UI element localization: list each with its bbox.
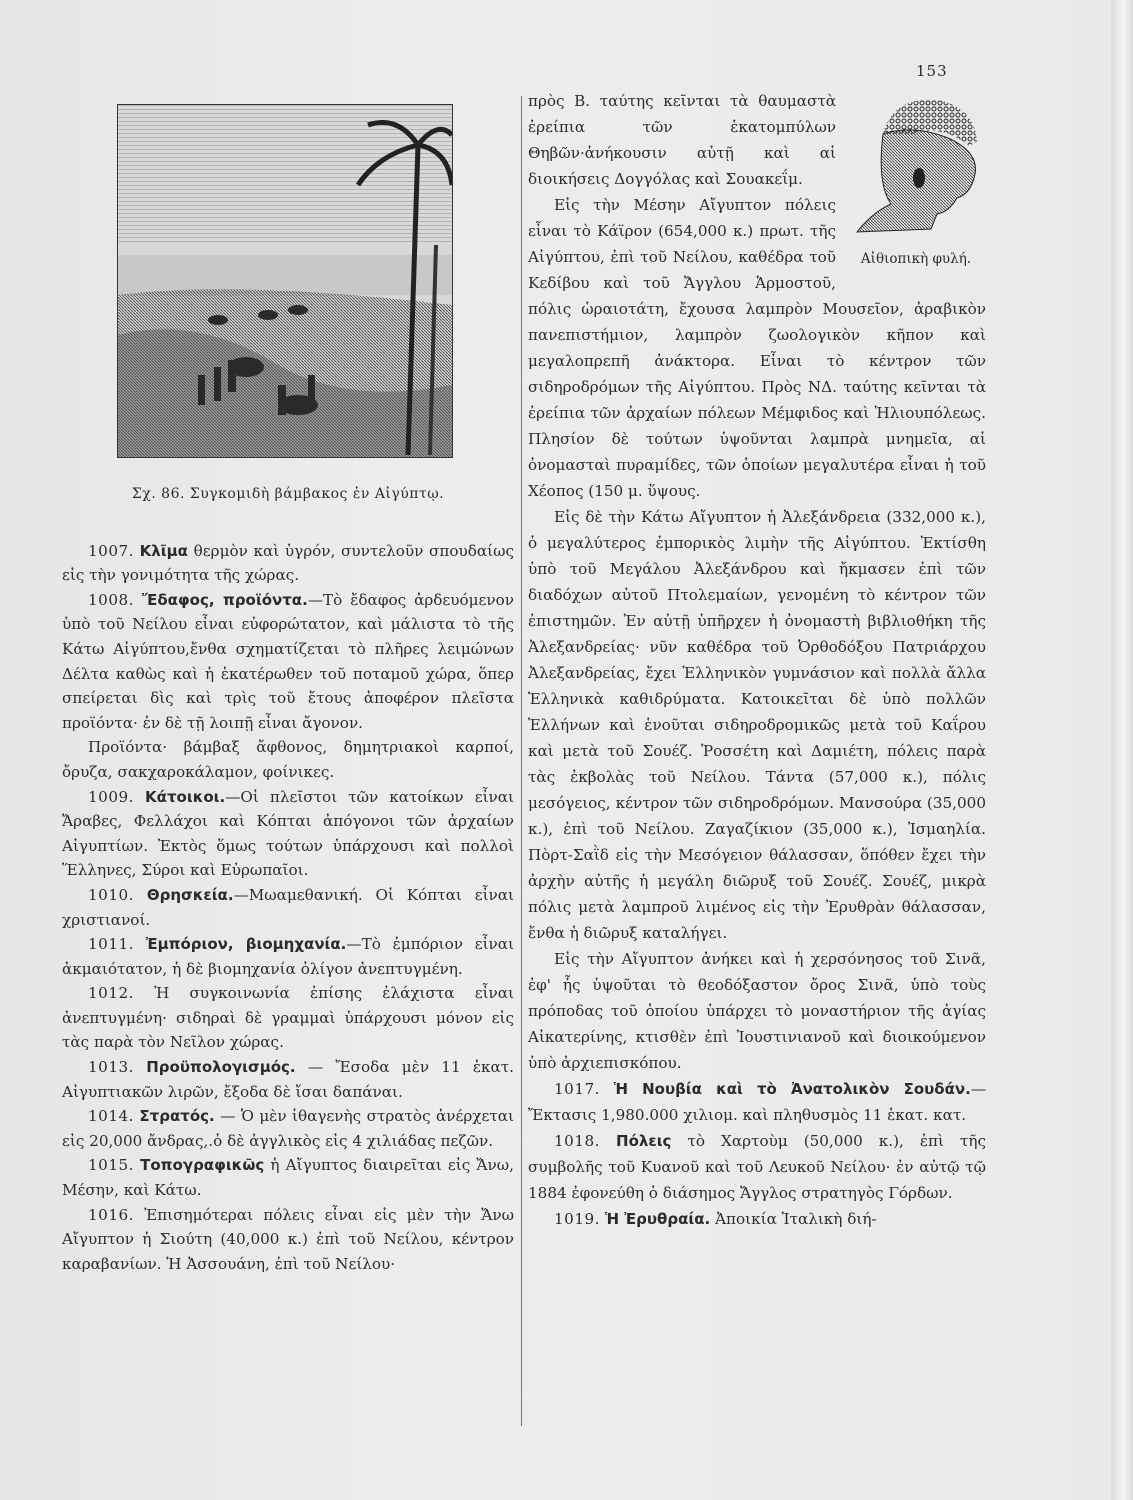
portrait-figure (846, 94, 986, 272)
paragraph-1011 (62, 932, 514, 981)
portrait-caption: Αἰθιοπικὴ φυλή. (860, 251, 972, 267)
section-heading: Ἡ Νουβία καὶ τὸ Ἀνατολικὸν Σουδάν. (613, 1080, 971, 1098)
page-edge (1111, 0, 1133, 1500)
paragraph-1015 (62, 1153, 514, 1202)
section-number: 1009. (88, 787, 134, 806)
paragraph-1019 (528, 1206, 986, 1232)
section-number: 1011. (88, 935, 134, 954)
paragraph-1008 (62, 588, 514, 736)
section-text: θερμὸν καὶ ὑγρόν, συντελοῦν σπουδαίως εἰς τὴν γονιμότητα τῆς χώρας. (62, 541, 515, 585)
section-text: ἡ Αἴγυπτος διαιρεῖται εἰς Ἄνω, Μέσην, καὶ Κάτω. (62, 1156, 514, 1200)
section-heading: Κάτοικοι. (145, 787, 226, 806)
section-text: —Ἔκτασις 1,980.000 χιλιομ. καὶ πληθυσμὸς 11 ἑκατ. κατ. (528, 1080, 987, 1124)
section-number: 1014. (88, 1107, 134, 1126)
section-heading: Πόλεις (616, 1132, 672, 1150)
section-text: —Μωαμεθανική. Οἱ Κόπται εἶναι χριστιανοί. (62, 885, 514, 929)
section-number: 1017. (554, 1080, 600, 1098)
section-number: 1013. (88, 1058, 134, 1077)
page-number: 153 (916, 62, 948, 80)
ethiopian-portrait-image (853, 94, 985, 234)
section-number: 1018. (554, 1132, 600, 1150)
section-heading: Ἡ Ἐρυθραία. (604, 1210, 711, 1228)
section-number: 1008. (88, 590, 134, 609)
paragraph-1014 (62, 1104, 514, 1153)
paragraph-1017 (528, 1076, 986, 1128)
paragraph-1018 (528, 1128, 986, 1206)
section-number: 1010. (88, 885, 134, 904)
figure-caption: Σχ. 86. Συγκομιδὴ βάμβακος ἐν Αἰγύπτῳ. (131, 486, 445, 502)
section-number: 1007. (88, 541, 134, 560)
section-heading: Προϋπολογισμός. (146, 1058, 296, 1077)
right-column (528, 88, 986, 1232)
paragraph-1009 (62, 785, 514, 883)
paragraph-lower-egypt: Εἰς δὲ τὴν Κάτω Αἴγυπτον ἡ Ἀλεξάνδρεια (332,000 κ.), ὁ μεγαλύτερος ἐμπορικὸς λιμὴν τῆς Αἰγύπτου. Ἐκτίσθη ὑπὸ τοῦ Μεγάλου Ἀλεξάνδρου καὶ ἤκμασεν ἐπὶ τῶν διαδόχων αὐτοῦ Πτολεμαίων, γενομένη τὸ κέντρον τῶν ἐπιστημῶν. Ἐν αὐτῇ ὑπῆρχεν ἡ ὀνομαστὴ βιβλιοθήκη τῆς Ἀλεξανδρείας· νῦν καθέδρα τοῦ Ὀρθοδόξου Πατριάρχου Ἀλεξανδρείας, ἔχει Ἑλληνικὸν γυμνάσιον καὶ πολλὰ ἄλλα Ἑλληνικὰ καθιδρύματα. Κατοικεῖται δὲ ὑπὸ πολλῶν Ἑλλήνων καὶ ἑνοῦται σιδηροδρομικῶς μετὰ τοῦ Καΐρου καὶ μετὰ τοῦ Σουέζ. Ῥοσσέτη καὶ Δαμιέτη, πόλεις παρὰ τὰς ἐκβολὰς τοῦ Νείλου. Τάντα (57,000 κ.), πόλις μεσόγειος, κέντρον τῶν σιδηροδρόμων. Μανσούρα (35,000 κ.), ἐπὶ τοῦ Νείλου. Ζαγαζίκιον (35,000 κ.), Ἰσμαηλία. Πὸρτ-Σαῒδ εἰς τὴν Μεσόγειον θάλασσαν, ὅπόθεν ἔχει τὴν ἀρχὴν αὐτῆς ἡ μεγάλη διῶρυξ τοῦ Σουέζ. Σουέζ, μικρὰ πόλις μετὰ λαμπροῦ λιμένος εἰς τὴν Ἐρυθρὰν θάλασσαν, ἔνθα ἡ διῶρυξ καταλήγει. (528, 508, 986, 942)
section-text: — Ἔσοδα μὲν 11 ἑκατ. Αἰγυπτιακῶν λιρῶν, ἔξοδα δὲ ἴσαι δαπάναι. (62, 1058, 515, 1101)
section-heading: Θρησκεία. (146, 885, 234, 904)
section-heading: Τοπογραφικῶς (140, 1156, 265, 1175)
engraving-image (118, 105, 452, 457)
column-divider (521, 96, 522, 1426)
paragraph-sinai: Εἰς τὴν Αἴγυπτον ἀνήκει καὶ ἡ χερσόνησος τοῦ Σινᾶ, ἐφ' ἧς ὑψοῦται τὸ θεοδόξαστον ὄρος Σινᾶ, ὑπὸ τοὺς πρόποδας τοῦ ὁποίου ὑπάρχει τὸ μοναστήριον τῆς ἁγίας Αἰκατερίνης, κτισθὲν ἐπὶ Ἰουστινιανοῦ καὶ διοικούμενον ὑπὸ ἀρχιεπισκόπου. (528, 950, 986, 1072)
section-number: 1012. (88, 984, 134, 1003)
section-number: 1015. (88, 1156, 134, 1175)
section-text: Ἀποικία Ἰταλικὴ διή- (710, 1210, 877, 1228)
left-column (62, 482, 514, 1276)
section-heading: Ἔδαφος, προϊόντα. (141, 590, 308, 609)
section-text: —Τὸ ἔδαφος ἀρδευόμενον ὑπὸ τοῦ Νείλου εἶναι εὐφορώτατον, καὶ μάλιστα τὸ τῆς Κάτω Αἰγύπτου,ἔνθα σχηματίζεται τὸ πλῆρες λειμώνων Δέλτα καθὼς καὶ ἡ ἑκατέρωθεν τοῦ ποταμοῦ χώρα, ὅπερ σπείρεται δὶς καὶ τρὶς τοῦ ἔτους ἀποφέρον πλεῖστα προϊόντα· ἐν δὲ τῇ λοιπῇ εἶναι ἄγονον. (62, 590, 515, 732)
cotton-harvest-illustration (117, 104, 453, 458)
paragraph-1007 (62, 539, 514, 588)
paragraph-middle-egypt: Εἰς τὴν Μέσην Αἴγυπτον πόλεις εἶναι τὸ Κάϊρον (654,000 κ.) πρωτ. τῆς Αἰγύπτου, ἐπὶ τοῦ Νείλου, καθέδρα τοῦ Κεδίβου καὶ τοῦ Ἄγγλου Ἁρμοστοῦ, πόλις ὡραιοτάτη, ἔχουσα λαμπρὸν Μουσεῖον, ἀραβικὸν πανεπιστήμιον, λαμπρὸν ζωολογικὸν κῆπον καὶ μεγαλοπρεπῆ ἀνάκτορα. Εἶναι τὸ κέντρον τῶν σιδηροδρόμων τῆς Αἰγύπτου. Πρὸς ΝΔ. ταύτης κεῖνται τὰ ἐρείπια τῶν ἀρχαίων πόλεων Μέμφιδος καὶ Ἡλιουπόλεως. Πλησίον δὲ τούτων ὑψοῦνται λαμπρὰ μνημεῖα, αἱ ὀνομασταὶ πυραμίδες, τῶν ὁποίων μεγαλυτέρα εἶναι ἡ τοῦ Χέοπος (150 μ. ὕψους. (528, 196, 986, 500)
paragraph-1013 (62, 1055, 514, 1104)
paragraph-1012 (62, 981, 514, 1055)
paragraph-1016 (62, 1203, 514, 1277)
section-text: —Οἱ πλεῖστοι τῶν κατοίκων εἶναι Ἄραβες, Φελλάχοι καὶ Κόπται ἀπόγονοι τῶν ἀρχαίων Αἰγυπτίων. Ἐκτὸς ὅμως τούτων ὑπάρχουσι καὶ πολλοὶ Ἕλληνες, Σύροι καὶ Εὐρωπαῖοι. (62, 787, 514, 880)
section-text: —Τὸ ἐμπόριον εἶναι ἀκμαιότατον, ἡ δὲ βιομηχανία ὀλίγον ἀνεπτυγμένη. (62, 935, 514, 978)
section-text: Ἐπισημότεραι πόλεις εἶναι εἰς μὲν τὴν Ἄνω Αἴγυπτον ἡ Σιούτη (40,000 κ.) ἐπὶ τοῦ Νείλου, κέντρον καραβανίων. Ἡ Ἀσσουάνη, ἐπὶ τοῦ Νείλου· (62, 1205, 514, 1273)
section-heading: Κλῖμα (139, 541, 188, 560)
paragraph-1010 (62, 883, 514, 932)
section-number: 1016. (88, 1205, 134, 1224)
section-text: — Ὁ μὲν ἰθαγενὴς στρατὸς ἀνέρχεται εἰς 20,000 ἄνδρας,.ὁ δὲ ἀγγλικὸς εἰς 4 χιλιάδας πεζῶν. (62, 1107, 514, 1150)
paragraph-thebes: πρὸς Β. ταύτης κεῖνται τὰ θαυμαστὰ ἐρείπια τῶν ἑκατομπύλων Θηβῶν·ἀνήκουσιν αὐτῇ καὶ αἱ διοικήσεις Δογγόλας καὶ Σουακεΐμ. (528, 92, 836, 188)
paragraph-products: Προϊόντα· βάμβαξ ἄφθονος, δημητριακοὶ καρποί, ὄρυζα, σακχαροκάλαμον, φοίνικες. (62, 738, 514, 781)
section-text: Ἡ συγκοινωνία ἐπίσης ἐλάχιστα εἶναι ἀνεπτυγμένη· σιδηραὶ δὲ γραμμαὶ ὑπάρχουσι μόνον εἰς τὰς παρὰ τὸν Νεῖλον χώρας. (62, 984, 514, 1052)
section-heading: Στρατός. (139, 1107, 215, 1126)
section-heading: Ἐμπόριον, βιομηχανία. (145, 935, 347, 954)
section-text: τὸ Χαρτοὺμ (50,000 κ.), ἐπὶ τῆς συμβολῆς τοῦ Κυανοῦ καὶ τοῦ Λευκοῦ Νείλου· ἐν αὐτῷ τῷ 1884 ἐφονεύθη ὁ διάσημος Ἄγγλος στρατηγὸς Γόρδων. (528, 1132, 987, 1202)
section-number: 1019. (554, 1210, 600, 1228)
